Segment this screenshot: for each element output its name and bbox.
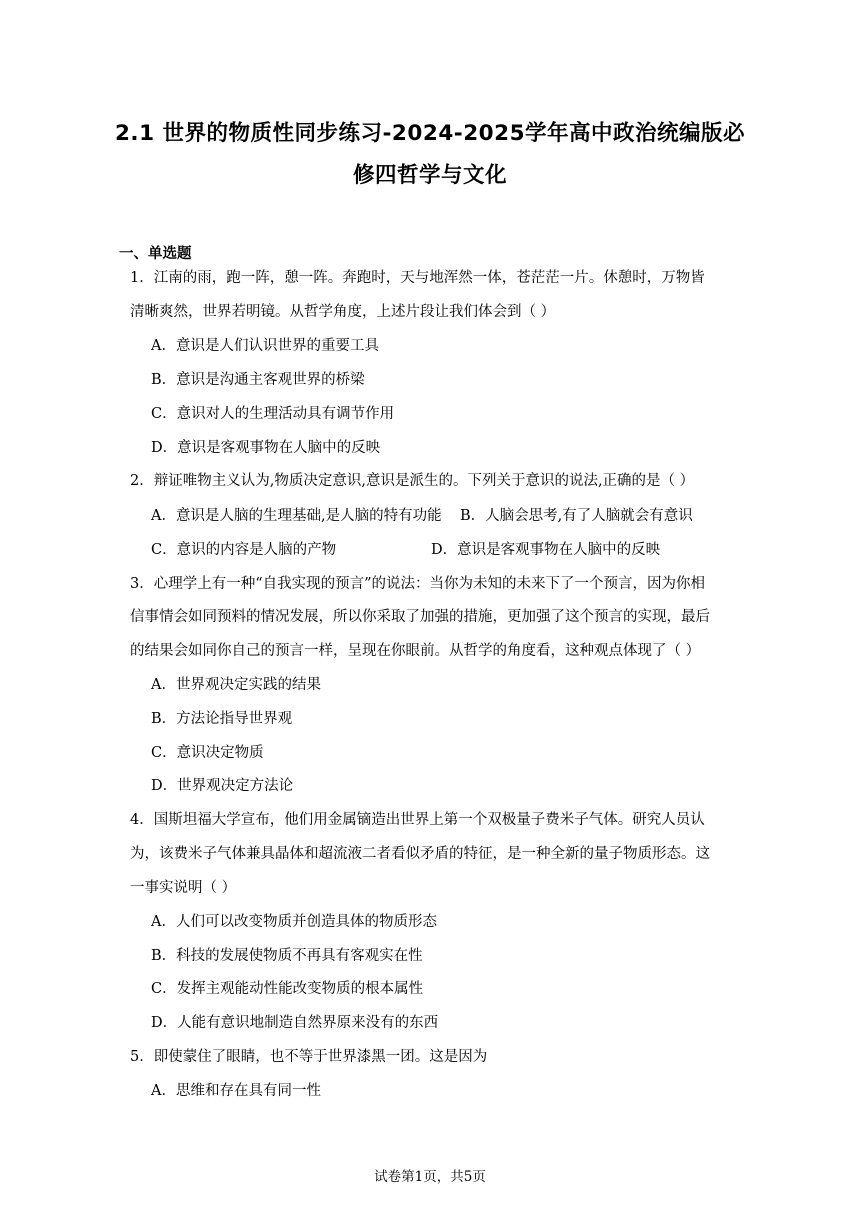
question-4-option-c: C．发挥主观能动性能改变物质的根本属性 [151, 981, 424, 997]
question-3-line-1: 3．心理学上有一种“自我实现的预言”的说法：当你为未知的未来下了一个预言，因为你相 [130, 576, 706, 592]
question-1-line-1: 1．江南的雨，跑一阵，憩一阵。奔跑时，天与地浑然一体，苍茫茫一片。休憩时，万物皆 [130, 270, 705, 286]
question-4-option-d: D．人能有意识地制造自然界原来没有的东西 [151, 1015, 439, 1031]
question-4-line-1: 4．国斯坦福大学宣布，他们用金属镝造出世界上第一个双极量子费米子气体。研究人员认 [130, 812, 705, 828]
question-5-option-a: A．思维和存在具有同一性 [151, 1083, 321, 1099]
question-4-option-b: B．科技的发展使物质不再具有客观实在性 [151, 948, 423, 964]
question-3-option-a: A．世界观决定实践的结果 [151, 677, 321, 693]
question-1-option-b: B．意识是沟通主客观世界的桥梁 [151, 372, 365, 388]
question-1-option-c: C．意识对人的生理活动具有调节作用 [151, 406, 395, 422]
question-4-line-2: 为，该费米子气体兼具晶体和超流液二者看似矛盾的特征，是一种全新的量子物质形态。这 [130, 846, 710, 862]
question-1-line-2: 清晰爽然，世界若明镜。从哲学角度，上述片段让我们体会到（ ） [130, 304, 556, 320]
question-2-option-c: C．意识的内容是人脑的产物 [151, 542, 337, 558]
question-3-option-d: D．世界观决定方法论 [151, 778, 294, 794]
question-3-option-c: C．意识决定物质 [151, 745, 264, 761]
question-4-option-a: A．人们可以改变物质并创造具体的物质形态 [151, 914, 437, 930]
question-3-line-2: 信事情会如同预料的情况发展，所以你采取了加强的措施，更加强了这个预言的实现，最后 [130, 609, 710, 625]
section-heading: 一、单选题 [119, 246, 192, 262]
question-1-option-d: D．意识是客观事物在人脑中的反映 [151, 440, 381, 456]
question-3-line-3: 的结果会如同你自己的预言一样，呈现在你眼前。从哲学的角度看，这种观点体现了（ ） [130, 643, 701, 659]
question-2-option-b: B．人脑会思考,有了人脑就会有意识 [460, 508, 693, 524]
page-title-line-1: 2.1 世界的物质性同步练习-2024-2025学年高中政治统编版必 [114, 121, 746, 146]
question-2-option-d: D．意识是客观事物在人脑中的反映 [431, 542, 661, 558]
question-2-line-1: 2．辩证唯物主义认为,物质决定意识,意识是派生的。下列关于意识的说法,正确的是（ ） [130, 473, 695, 489]
page-title-line-2: 修四哲学与文化 [352, 163, 507, 188]
page-footer: 试卷第1页，共5页 [374, 1169, 486, 1185]
question-2-option-a: A．意识是人脑的生理基础,是人脑的特有功能 [151, 508, 442, 524]
question-3-option-b: B．方法论指导世界观 [151, 711, 293, 727]
question-5-line-1: 5．即使蒙住了眼睛，也不等于世界漆黑一团。这是因为 [130, 1049, 488, 1065]
question-4-line-3: 一事实说明（ ） [130, 880, 237, 896]
question-1-option-a: A．意识是人们认识世界的重要工具 [151, 338, 379, 354]
